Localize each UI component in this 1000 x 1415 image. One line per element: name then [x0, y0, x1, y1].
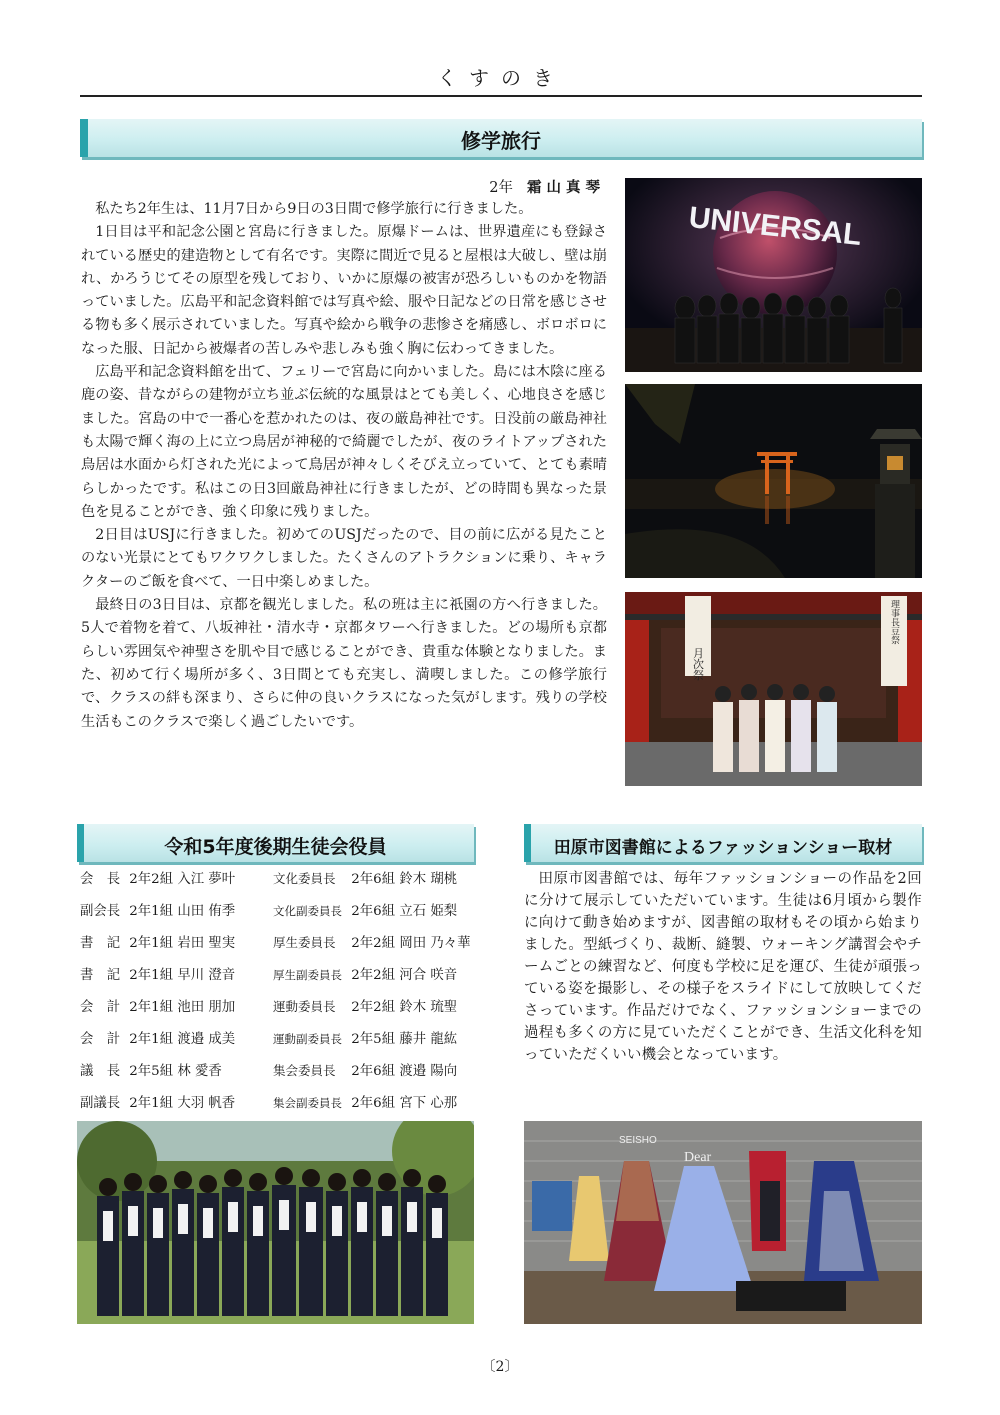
- officer-row: 書 記 2年1組 早川 澄音: [80, 968, 236, 983]
- officer-row: 会 計 2年1組 渡邉 成美: [80, 1032, 236, 1047]
- section-title-officers: 令和5年度後期生徒会役員: [164, 836, 387, 858]
- officer-row: 会 長 2年2組 入江 夢叶: [80, 872, 236, 887]
- photo-universal-group: [625, 178, 922, 372]
- officer-row: 厚生副委員長 2年2組 河合 咲音: [273, 968, 458, 983]
- library-article-body: [524, 868, 922, 1066]
- officer-row: 議 長 2年5組 林 愛香: [80, 1064, 222, 1079]
- author-name: 霜山真琴: [527, 179, 605, 196]
- display-sign-text-2: Dear: [684, 1150, 712, 1165]
- section-banner-library: [524, 824, 922, 862]
- article-paragraph: 2日目はUSJに行きました。初めてのUSJだったので、目の前に広がる見たことのない光景にとてもワクワクしました。たくさんのアトラクションに乗り、キャラクターのご飯を食べて、一日中楽しめました。: [81, 527, 607, 590]
- page-number: 〔2〕: [481, 1359, 519, 1375]
- sign-right-text: 理事長豆祭: [889, 599, 899, 645]
- officer-row: 集会副委員長 2年6組 宮下 心那: [273, 1096, 458, 1111]
- officer-row: 運動副委員長 2年5組 藤井 龍紘: [273, 1032, 458, 1047]
- display-sign-text: SEISHO: [619, 1135, 657, 1146]
- section-title-library: 田原市図書館によるファッションショー取材: [553, 838, 893, 858]
- section-banner-trip: [80, 119, 922, 157]
- officer-row: 副会長 2年1組 山田 侑季: [80, 904, 236, 919]
- library-paragraph: 田原市図書館では、毎年ファッションショーの作品を2回に分けて展示していただいています。生徒は6月頃から製作に向けて動き始めますが、図書館の取材もその頃から始まりました。型紙づくり、裁断、縫製、ウォーキング講習会やチームごとの練習など、何度も学校に足を運び、生徒が頑張っている姿を撮影し、その様子をスライドにして放映してくださっています。作品だけでなく、ファッションショーまでの過程も多くの方に見ていただくことができ、生活文化科を知っていただくいい機会となっています。: [524, 871, 922, 1063]
- sign-left-text: 月次祭: [691, 647, 705, 681]
- article-paragraph: 私たち2年生は、11月7日から9日の3日間で修学旅行に行きました。: [95, 201, 533, 217]
- article-paragraph: 最終日の3日目は、京都を観光しました。私の班は主に祇園の方へ行きました。5人で着物を着て、八坂神社・清水寺・京都タワーへ行きました。どの場所も京都らしい雰囲気や神聖さを肌や目で感じることができ、貴重な体験となりました。また、初めて行く場所が多く、3日間とても充実し、満喫しました。この修学旅行で、クラスの絆も深まり、さらに仲の良いクラスになった気がします。残りの学校生活もこのクラスで楽しく過ごしたいです。: [81, 597, 607, 730]
- photo-kyoto-kimono: [625, 592, 922, 786]
- photo-itsukushima-torii: [625, 384, 922, 578]
- officer-row: 副議長 2年1組 大羽 帆香: [80, 1096, 236, 1111]
- officer-row: 会 計 2年1組 池田 朋加: [80, 1000, 236, 1015]
- officer-row: 文化副委員長 2年6組 立石 姫梨: [273, 904, 458, 919]
- officer-row: 文化委員長 2年6組 鈴木 瑚桃: [273, 871, 458, 887]
- trip-article-body: [81, 198, 607, 734]
- article-paragraph: 広島平和記念資料館を出て、フェリーで宮島に向かいました。島には木陰に座る鹿の姿、昔ながらの建物が立ち並ぶ伝統的な風景はとても美しく、心地良さを感じました。宮島の中で一番心を惹かれたのは、夜の厳島神社です。日没前の厳島神社も太陽で輝く海の上に立つ鳥居が神秘的で綺麗でしたが、夜のライトアップされた鳥居は水面から灯された光によって鳥居が神々しくそびえ立っていて、とても素晴らしかったです。私はこの日3回厳島神社に行きましたが、どの時間も異なった景色を見ることができ、強く印象に残りました。: [81, 364, 607, 520]
- article-paragraph: 1日目は平和記念公園と宮島に行きました。原爆ドームは、世界遺産にも登録されている歴史的建造物として有名です。実際に間近で見ると屋根は大破し、壁は崩れ、かろうじてその原型を残しており、いかに原爆の被害が恐ろしいものかを物語っていました。広島平和記念資料館では写真や絵、服や日記などの日常を感じさせる物も多く展示されていました。写真や絵から戦争の悲惨さを痛感し、ボロボロになった服、日記から被爆者の苦しみや悲しみも強く胸に伝わってきました。: [81, 224, 607, 357]
- officer-row: 運動委員長 2年2組 鈴木 琉聖: [273, 999, 458, 1015]
- author-grade: 2年: [489, 180, 513, 196]
- universal-sign-text: UNIVERSAL: [687, 201, 864, 252]
- photo-student-council: [77, 1121, 474, 1324]
- header-divider: [80, 95, 922, 97]
- newsletter-title: くすのき: [437, 66, 565, 90]
- officer-row: 厚生委員長 2年2組 岡田 乃々華: [273, 935, 471, 951]
- officer-row: 集会委員長 2年6組 渡邉 陽向: [273, 1063, 458, 1079]
- section-title-trip: 修学旅行: [461, 129, 541, 153]
- section-banner-officers: [77, 824, 474, 862]
- photo-fashion-display: [524, 1121, 922, 1324]
- article-author: [440, 176, 605, 197]
- officer-row: 書 記 2年1組 岩田 聖実: [80, 936, 236, 951]
